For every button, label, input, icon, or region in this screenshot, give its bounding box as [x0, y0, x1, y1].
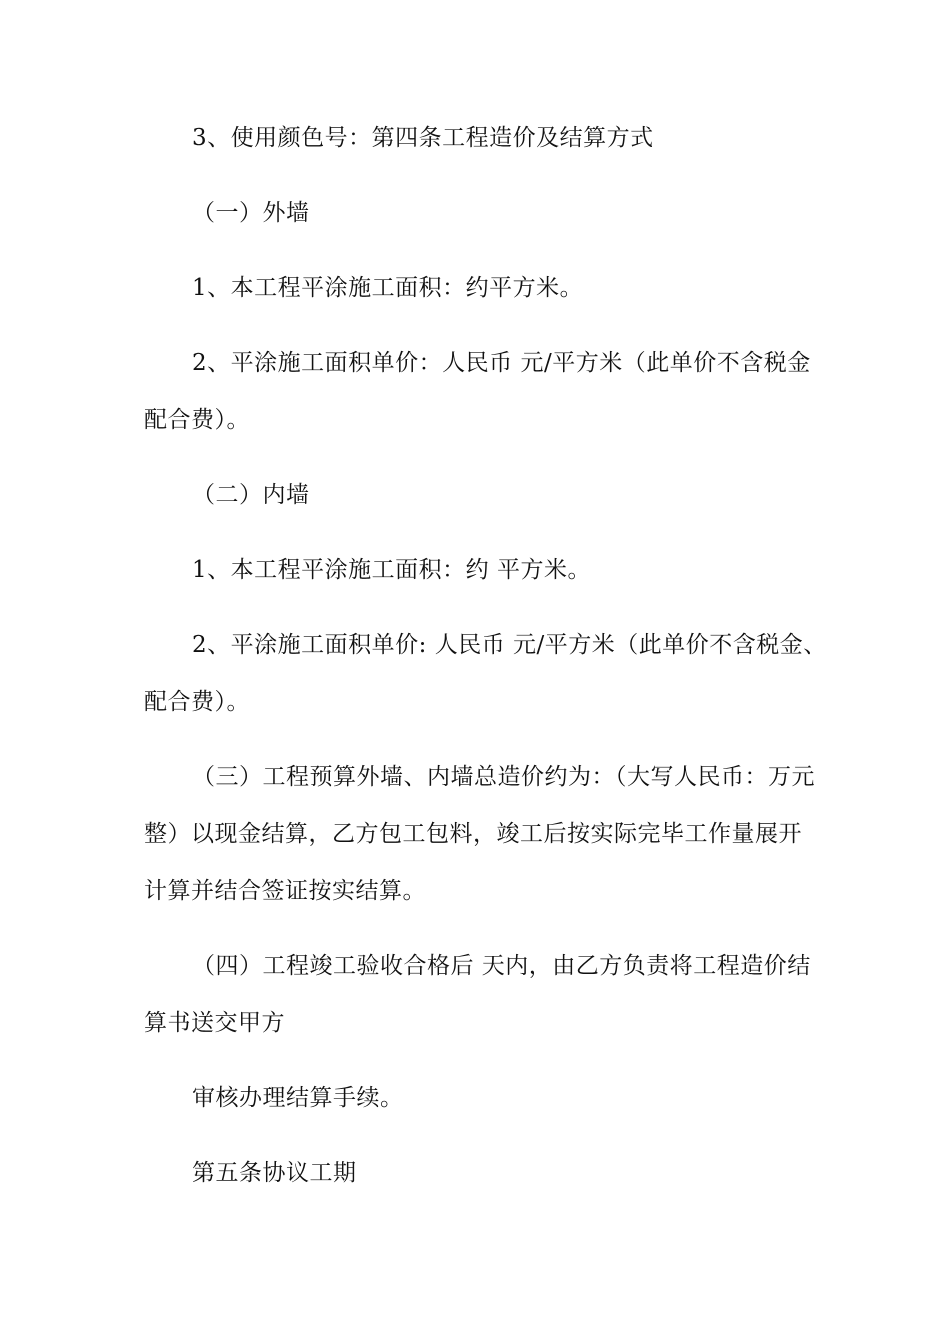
settlement-deadline-continuation: 算书送交甲方 — [144, 1010, 285, 1036]
total-cost-continuation-1: 整）以现金结算，乙方包工包料，竣工后按实际完毕工作量展开 — [144, 821, 802, 847]
exterior-unit-price-line: 2、平涂施工面积单价：人民币 元/平方米（此单价不含税金 — [192, 350, 811, 376]
total-cost-line: （三）工程预算外墙、内墙总造价约为：（大写人民币：万元 — [192, 764, 815, 790]
section-interior-wall: （二）内墙 — [192, 482, 310, 508]
clause-color-and-article-four: 3、使用颜色号：第四条工程造价及结算方式 — [192, 125, 654, 151]
exterior-unit-price-continuation: 配合费）。 — [144, 407, 250, 433]
interior-area-line: 1、本工程平涂施工面积：约 平方米。 — [192, 557, 591, 583]
exterior-area-line: 1、本工程平涂施工面积：约平方米。 — [192, 275, 584, 301]
article-five-heading: 第五条协议工期 — [192, 1160, 357, 1186]
settlement-deadline-line: （四）工程竣工验收合格后 天内，由乙方负责将工程造价结 — [192, 953, 811, 979]
section-exterior-wall: （一）外墙 — [192, 200, 310, 226]
interior-unit-price-line: 2、平涂施工面积单价: 人民币 元/平方米（此单价不含税金、 — [192, 632, 827, 658]
interior-unit-price-continuation: 配合费）。 — [144, 689, 250, 715]
total-cost-continuation-2: 计算并结合签证按实结算。 — [144, 878, 426, 904]
settlement-procedure-line: 审核办理结算手续。 — [192, 1085, 404, 1111]
